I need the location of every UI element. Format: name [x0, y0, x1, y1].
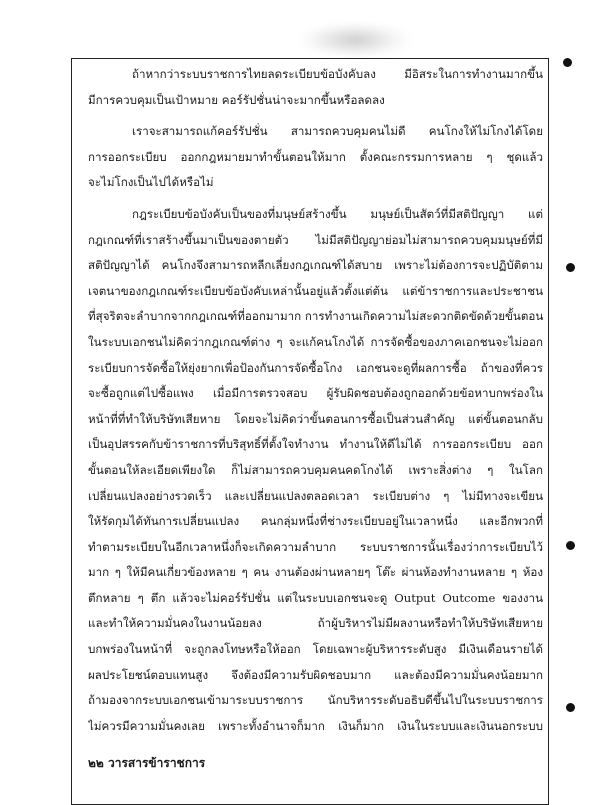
punch-hole-lower [566, 541, 575, 550]
text-line: ที่สุจริตจะลำบากจากกฎเกณฑ์ที่ออกมามาก การทำงานเกิดความไม่สะดวกติดขัดด้วยขั้นตอน [88, 309, 543, 324]
text-line: ผลประโยชน์ตอบแทนสูง จึงต้องมีความรับผิดชอบมาก และต้องมีความมั่นคงน้อยมาก [88, 667, 543, 682]
text-line: ถ้าหากว่าระบบราชการไทยลดระเบียบข้อบังคับลง มีอิสระในการทำงานมากขึ้น [132, 67, 543, 81]
text-line: และทำให้ความมั่นคงในงานน้อยลง ถ้าผู้บริหารไม่มีผลงานหรือทำให้บริษัทเสียหาย [88, 616, 543, 631]
text-line: ให้รัดกุมได้ทันการเปลี่ยนแปลง คนกลุ่มหนึ่งที่ช่างระเบียบอยู่ในเวลาหนึ่ง และอีกพวกที่ [88, 514, 543, 529]
text-line: ขั้นตอนให้ละเอียดเพียงใด ก็ไม่สามารถควบคุมคนคดโกงได้ เพราะสิ่งต่าง ๆ ในโลก [88, 462, 543, 477]
text-line: มีการควบคุมเป็นเป้าหมาย คอร์รัปชั่นน่าจะมากขึ้นหรือลดลง [88, 92, 385, 107]
scan-smudge [300, 22, 410, 58]
text-line: ในระบบเอกชนไม่คิดว่ากฎเกณฑ์ต่าง ๆ จะแก้คนโกงได้ การจัดซื้อของภาคเอกชนจะไม่ออก [88, 334, 543, 349]
text-line: ทำตามระเบียบในอีกเวลาหนึ่งก็จะเกิดความลำบาก ระบบราชการนั้นเรื่องว่าการะเบียบไว้ [88, 539, 543, 554]
article-body [88, 62, 543, 745]
punch-hole-top [563, 58, 572, 67]
text-line: สติปัญญาได้ คนโกงจึงสามารถหลีกเลี่ยงกฎเกณฑ์ได้สบาย เพราะไม่ต้องการจะปฏิบัติตาม [88, 258, 543, 273]
paragraph-1 [88, 62, 543, 113]
text-line: บกพร่องในหน้าที่ จะถูกลงโทษหรือให้ออก โดยเฉพาะผู้บริหารระดับสูง มีเงินเดือนรายได้ [88, 642, 543, 657]
text-line: ระเบียบการจัดซื้อให้ยุ่งยากเพื่อป้องกันการจัดซื้อโกง เอกชนจะดูที่ผลการซื้อ ถ้าของที่ควร [88, 360, 543, 375]
text-line: เป็นอุปสรรคกับข้าราชการที่บริสุทธิ์ที่ตั้งใจทำงาน ทำงานให้ดีไม่ได้ การออกระเบียบ ออก [88, 437, 543, 452]
text-line: จะไม่โกงเป็นไปได้หรือไม่ [88, 175, 214, 190]
text-line: ถ้ามองจากระบบเอกชนเข้ามาระบบราชการ นักบริหารระดับอธิบดีขึ้นไปในระบบราชการ [88, 693, 543, 708]
punch-hole-middle [566, 263, 575, 272]
paragraph-3 [88, 202, 543, 739]
text-line: ตึกหลาย ๆ ตึก แล้วจะไม่คอร์รัปชั่น แต่ในระบบเอกชนจะดู Output Outcome ของงาน [88, 590, 543, 605]
text-line: เจตนาของกฎเกณฑ์ระเบียบข้อบังคับเหล่านั้นอยู่แล้วตั้งแต่ต้น แต่ข้าราชการและประชาชน [88, 283, 543, 298]
text-line: กฎระเบียบข้อบังคับเป็นของที่มนุษย์สร้างขึ้น มนุษย์เป็นสัตว์ที่มีสติปัญญา แต่ [132, 206, 543, 221]
paragraph-2 [88, 119, 543, 196]
text-line: เปลี่ยนแปลงอย่างรวดเร็ว และเปลี่ยนแปลงตลอดเวลา ระเบียบต่าง ๆ ไม่มีทางจะเขียน [88, 488, 543, 503]
text-line: ไม่ควรมีความมั่นคงเลย เพราะทั้งอำนาจก็มาก เงินก็มาก เงินในระบบและเงินนอกระบบ [88, 718, 543, 733]
punch-hole-bottom [566, 703, 575, 712]
text-line: จะซื้อถูกแต่ไปซื้อแพง เมื่อมีการตรวจสอบ ผู้รับผิดชอบต้องถูกออกด้วยข้อหาบกพร่องใน [88, 386, 543, 401]
text-line: หน้าที่ที่ทำให้บริษัทเสียหาย โดยจะไม่คิดว่าขั้นตอนการซื้อเป็นส่วนสำคัญ แต่ขั้นตอนกลับ [88, 411, 543, 426]
text-line: การออกระเบียบ ออกกฎหมายมาทำขั้นตอนให้มาก ตั้งคณะกรรมการหลาย ๆ ชุดแล้ว [88, 149, 543, 164]
text-line: กฎเกณฑ์ที่เราสร้างขึ้นมาเป็นของตายตัว ไม่มีสติปัญญาย่อมไม่สามารถควบคุมมนุษย์ที่มี [88, 232, 543, 247]
text-line: เราจะสามารถแก้คอร์รัปชั่น สามารถควบคุมคนไม่ดี คนโกงให้ไม่โกงได้โดย [132, 124, 543, 139]
text-line: มาก ๆ ให้มีคนเกี่ยวข้องหลาย ๆ คน งานต้องผ่านหลายๆ โต๊ะ ผ่านห้องทำงานหลาย ๆ ห้อง [88, 565, 543, 580]
page-footer: ๒๒ วารสารข้าราชการ [88, 756, 206, 770]
